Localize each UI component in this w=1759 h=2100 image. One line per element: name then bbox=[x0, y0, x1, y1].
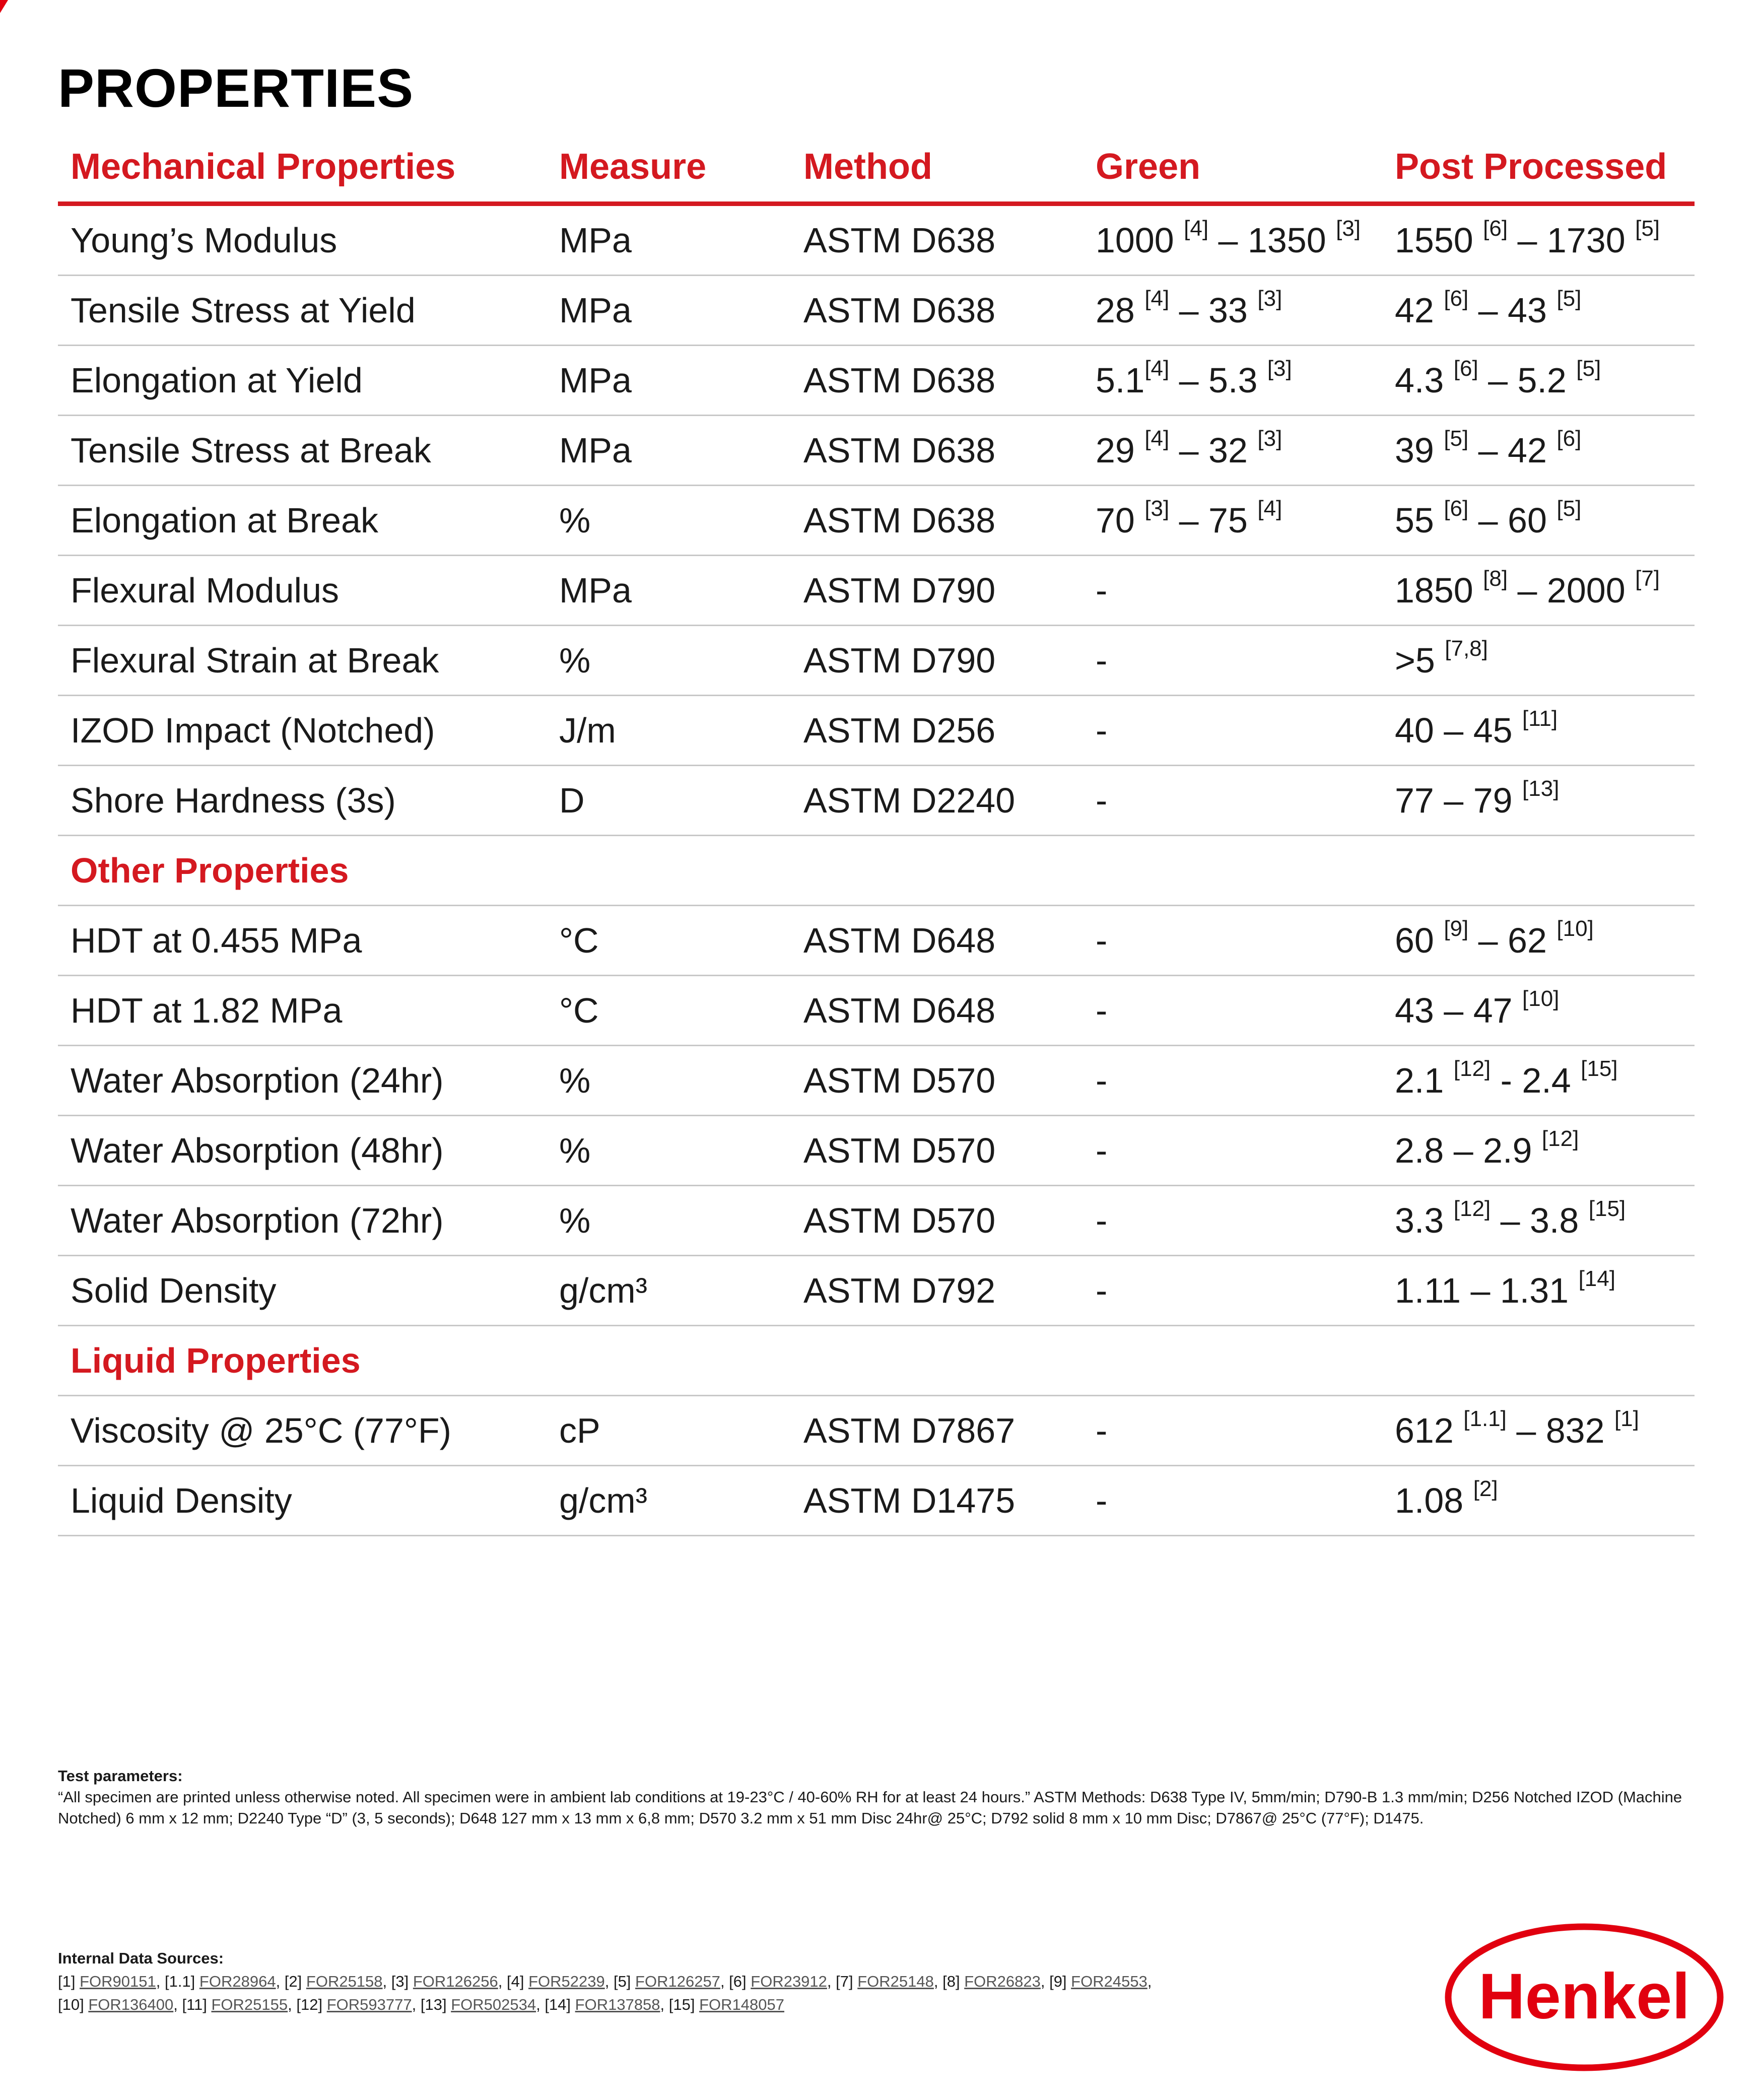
value-text: 70 bbox=[1096, 501, 1145, 540]
reference-marker: [4] bbox=[1184, 216, 1209, 241]
cell-name: Shore Hardness (3s) bbox=[58, 766, 547, 836]
value-text: 1000 bbox=[1096, 221, 1184, 260]
table-row bbox=[58, 626, 1695, 696]
source-link[interactable]: FOR26823 bbox=[964, 1973, 1041, 1990]
cell-post-processed bbox=[1382, 696, 1695, 766]
value-text: – 5.2 bbox=[1478, 361, 1577, 400]
reference-marker: [3] bbox=[1336, 216, 1361, 241]
table-row bbox=[58, 1046, 1695, 1116]
table-row bbox=[58, 204, 1695, 276]
cell-measure: D bbox=[547, 766, 791, 836]
value-text: – 5.3 bbox=[1169, 361, 1267, 400]
cell-name: Elongation at Break bbox=[58, 486, 547, 556]
section-heading-row bbox=[58, 836, 1695, 906]
source-link[interactable]: FOR52239 bbox=[528, 1973, 605, 1990]
source-ref: [11] bbox=[182, 1996, 207, 2013]
table-row bbox=[58, 976, 1695, 1046]
table-header-row bbox=[58, 132, 1695, 204]
header-measure: Measure bbox=[547, 132, 791, 204]
reference-marker: [15] bbox=[1581, 1056, 1618, 1081]
cell-green bbox=[1083, 416, 1382, 486]
cell-method: ASTM D256 bbox=[791, 696, 1083, 766]
cell-green bbox=[1083, 1186, 1382, 1256]
cell-measure: MPa bbox=[547, 556, 791, 626]
cell-green bbox=[1083, 1396, 1382, 1466]
reference-marker: [12] bbox=[1541, 1126, 1579, 1151]
cell-name: Liquid Density bbox=[58, 1466, 547, 1536]
cell-measure: °C bbox=[547, 976, 791, 1046]
source-ref: [14] bbox=[545, 1996, 571, 2013]
cell-post-processed bbox=[1382, 1046, 1695, 1116]
value-text: - bbox=[1096, 1201, 1108, 1240]
reference-marker: [6] bbox=[1453, 356, 1478, 381]
cell-green bbox=[1083, 626, 1382, 696]
source-link[interactable]: FOR25155 bbox=[211, 1996, 288, 2013]
header-post-processed: Post Processed bbox=[1382, 132, 1695, 204]
reference-marker: [14] bbox=[1578, 1266, 1615, 1291]
table-row bbox=[58, 1466, 1695, 1536]
cell-post-processed bbox=[1382, 766, 1695, 836]
reference-marker: [4] bbox=[1257, 496, 1282, 521]
source-link[interactable]: FOR148057 bbox=[699, 1996, 785, 2013]
value-text: 40 – 45 bbox=[1395, 711, 1522, 750]
value-text: - bbox=[1096, 641, 1108, 680]
reference-marker: [3] bbox=[1257, 286, 1282, 311]
table-row bbox=[58, 766, 1695, 836]
value-text: – 3.8 bbox=[1491, 1201, 1589, 1240]
reference-marker: [5] bbox=[1557, 496, 1582, 521]
page-title: PROPERTIES bbox=[58, 57, 414, 118]
source-link[interactable]: FOR593777 bbox=[326, 1996, 412, 2013]
cell-method: ASTM D648 bbox=[791, 976, 1083, 1046]
table-row bbox=[58, 276, 1695, 346]
value-text: – 43 bbox=[1468, 291, 1557, 330]
cell-name: Water Absorption (24hr) bbox=[58, 1046, 547, 1116]
cell-method: ASTM D638 bbox=[791, 486, 1083, 556]
table-row bbox=[58, 1186, 1695, 1256]
cell-measure: % bbox=[547, 1046, 791, 1116]
source-ref: [10] bbox=[58, 1996, 84, 2013]
value-text: - 2.4 bbox=[1491, 1061, 1581, 1100]
table-row bbox=[58, 346, 1695, 416]
cell-name: HDT at 0.455 MPa bbox=[58, 906, 547, 976]
corner-accent bbox=[0, 0, 8, 13]
table-row bbox=[58, 1396, 1695, 1466]
cell-post-processed bbox=[1382, 1396, 1695, 1466]
value-text: – 32 bbox=[1169, 431, 1258, 470]
cell-method: ASTM D638 bbox=[791, 204, 1083, 276]
value-text: 1.11 – 1.31 bbox=[1395, 1271, 1579, 1310]
cell-post-processed bbox=[1382, 486, 1695, 556]
cell-measure: % bbox=[547, 1186, 791, 1256]
cell-name: HDT at 1.82 MPa bbox=[58, 976, 547, 1046]
value-text: - bbox=[1096, 921, 1108, 960]
source-ref: [9] bbox=[1049, 1973, 1067, 1990]
cell-method: ASTM D790 bbox=[791, 626, 1083, 696]
reference-marker: [5] bbox=[1635, 216, 1660, 241]
source-ref: [4] bbox=[506, 1973, 524, 1990]
cell-name: Tensile Stress at Yield bbox=[58, 276, 547, 346]
source-ref: [3] bbox=[391, 1973, 409, 1990]
properties-table bbox=[58, 132, 1695, 1536]
reference-marker: [7] bbox=[1635, 566, 1660, 591]
section-heading: Liquid Properties bbox=[58, 1326, 1695, 1396]
reference-marker: [5] bbox=[1444, 426, 1469, 451]
sources-title: Internal Data Sources: bbox=[58, 1949, 224, 1967]
value-text: 43 – 47 bbox=[1395, 991, 1522, 1030]
value-text: - bbox=[1096, 991, 1108, 1030]
cell-post-processed bbox=[1382, 1116, 1695, 1186]
cell-method: ASTM D2240 bbox=[791, 766, 1083, 836]
value-text: - bbox=[1096, 711, 1108, 750]
source-link[interactable]: FOR502534 bbox=[451, 1996, 536, 2013]
source-ref: [7] bbox=[836, 1973, 853, 1990]
source-link[interactable]: FOR126256 bbox=[413, 1973, 498, 1990]
value-text: 60 bbox=[1395, 921, 1444, 960]
reference-marker: [10] bbox=[1522, 986, 1560, 1011]
reference-marker: [3] bbox=[1267, 356, 1292, 381]
value-text: 3.3 bbox=[1395, 1201, 1454, 1240]
value-text: - bbox=[1096, 1481, 1108, 1520]
value-text: – 1350 bbox=[1208, 221, 1336, 260]
cell-measure: % bbox=[547, 486, 791, 556]
cell-measure: MPa bbox=[547, 276, 791, 346]
sources-list: [1] FOR90151, [1.1] FOR28964, [2] FOR25158, [3] FOR126256, [4] FOR52239, [5] FOR126257, [6] FOR23912, [7] FOR25148, [8] FOR26823, [9] FOR24553, [10] FOR136400, [11] FOR25155, [12] FOR593777, [13] FOR502534, [14] FOR137858, [15] FOR148057 bbox=[58, 1973, 1152, 2013]
value-text: 2.1 bbox=[1395, 1061, 1454, 1100]
section-heading-row bbox=[58, 1326, 1695, 1396]
value-text: – 33 bbox=[1169, 291, 1258, 330]
cell-green bbox=[1083, 276, 1382, 346]
cell-method: ASTM D638 bbox=[791, 416, 1083, 486]
reference-marker: [6] bbox=[1557, 426, 1582, 451]
cell-green bbox=[1083, 1116, 1382, 1186]
cell-name: Tensile Stress at Break bbox=[58, 416, 547, 486]
reference-marker: [3] bbox=[1144, 496, 1170, 521]
cell-method: ASTM D638 bbox=[791, 346, 1083, 416]
cell-method: ASTM D1475 bbox=[791, 1466, 1083, 1536]
source-link[interactable]: FOR28964 bbox=[199, 1973, 276, 1990]
source-link[interactable]: FOR126257 bbox=[635, 1973, 720, 1990]
header-method: Method bbox=[791, 132, 1083, 204]
value-text: 5.1 bbox=[1096, 361, 1145, 400]
cell-post-processed bbox=[1382, 906, 1695, 976]
cell-method: ASTM D570 bbox=[791, 1046, 1083, 1116]
cell-measure: J/m bbox=[547, 696, 791, 766]
cell-green bbox=[1083, 556, 1382, 626]
cell-post-processed bbox=[1382, 626, 1695, 696]
value-text: 55 bbox=[1395, 501, 1444, 540]
cell-green bbox=[1083, 906, 1382, 976]
cell-method: ASTM D638 bbox=[791, 276, 1083, 346]
source-ref: [2] bbox=[284, 1973, 302, 1990]
value-text: - bbox=[1096, 1061, 1108, 1100]
value-text: – 2000 bbox=[1508, 571, 1636, 610]
source-ref: [5] bbox=[613, 1973, 631, 1990]
value-text: - bbox=[1096, 781, 1108, 820]
reference-marker: [13] bbox=[1522, 776, 1560, 801]
cell-method: ASTM D792 bbox=[791, 1256, 1083, 1326]
source-ref: [12] bbox=[296, 1996, 323, 2013]
value-text: – 75 bbox=[1169, 501, 1258, 540]
reference-marker: [4] bbox=[1144, 426, 1170, 451]
source-ref: [6] bbox=[729, 1973, 747, 1990]
reference-marker: [4] bbox=[1144, 286, 1170, 311]
cell-post-processed bbox=[1382, 1466, 1695, 1536]
value-text: – 832 bbox=[1506, 1411, 1614, 1450]
value-text: - bbox=[1096, 1271, 1108, 1310]
cell-green bbox=[1083, 1256, 1382, 1326]
source-link[interactable]: FOR23912 bbox=[751, 1973, 827, 1990]
test-parameters bbox=[58, 1766, 1735, 1829]
cell-measure: MPa bbox=[547, 416, 791, 486]
value-text: 1550 bbox=[1395, 221, 1483, 260]
reference-marker: [12] bbox=[1453, 1196, 1491, 1221]
value-text: – 62 bbox=[1468, 921, 1557, 960]
value-text: 4.3 bbox=[1395, 361, 1454, 400]
cell-name: Solid Density bbox=[58, 1256, 547, 1326]
source-link[interactable]: FOR24553 bbox=[1071, 1973, 1147, 1990]
source-ref: [8] bbox=[942, 1973, 960, 1990]
source-ref: [1] bbox=[58, 1973, 76, 1990]
reference-marker: [12] bbox=[1453, 1056, 1491, 1081]
value-text: - bbox=[1096, 1411, 1108, 1450]
value-text: 612 bbox=[1395, 1411, 1464, 1450]
cell-post-processed bbox=[1382, 346, 1695, 416]
cell-measure: g/cm³ bbox=[547, 1466, 791, 1536]
henkel-logo bbox=[1443, 1922, 1725, 2073]
value-text: 1.08 bbox=[1395, 1481, 1473, 1520]
reference-marker: [10] bbox=[1557, 916, 1594, 941]
source-ref: [15] bbox=[668, 1996, 695, 2013]
reference-marker: [15] bbox=[1588, 1196, 1626, 1221]
cell-measure: °C bbox=[547, 906, 791, 976]
reference-marker: [3] bbox=[1257, 426, 1282, 451]
cell-method: ASTM D7867 bbox=[791, 1396, 1083, 1466]
table-row bbox=[58, 486, 1695, 556]
table-body bbox=[58, 204, 1695, 1536]
reference-marker: [7,8] bbox=[1445, 636, 1488, 661]
cell-green bbox=[1083, 696, 1382, 766]
cell-method: ASTM D790 bbox=[791, 556, 1083, 626]
cell-measure: MPa bbox=[547, 346, 791, 416]
table-row bbox=[58, 1116, 1695, 1186]
reference-marker: [1] bbox=[1614, 1406, 1639, 1431]
table-row bbox=[58, 906, 1695, 976]
cell-name: Elongation at Yield bbox=[58, 346, 547, 416]
value-text: 29 bbox=[1096, 431, 1145, 470]
cell-green bbox=[1083, 204, 1382, 276]
reference-marker: [4] bbox=[1144, 356, 1170, 381]
test-parameters-text: “All specimen are printed unless otherwise noted. All specimen were in ambient lab conditions at 19-23°C / 40-60% RH for at least 24 hours.” ASTM Methods: D638 Type IV, 5mm/min; D790-B 1.3 mm/min; D256 Notched IZOD (Machine Notched) 6 mm x 12 mm; D2240 Type “D” (3, 5 seconds); D648 127 mm x 13 mm x 6,8 mm; D570 3.2 mm x 51 mm Disc 24hr@ 25°C; D792 solid 8 mm x 10 mm Disc; D7867@ 25°C (77°F); D1475. bbox=[58, 1788, 1682, 1827]
source-link[interactable]: FOR137858 bbox=[575, 1996, 660, 2013]
source-link[interactable]: FOR25148 bbox=[857, 1973, 934, 1990]
table-row bbox=[58, 1256, 1695, 1326]
source-link[interactable]: FOR136400 bbox=[88, 1996, 174, 2013]
cell-measure: g/cm³ bbox=[547, 1256, 791, 1326]
source-link[interactable]: FOR90151 bbox=[80, 1973, 156, 1990]
table-row bbox=[58, 696, 1695, 766]
cell-name: Young’s Modulus bbox=[58, 204, 547, 276]
value-text: 42 bbox=[1395, 291, 1444, 330]
source-ref: [1.1] bbox=[164, 1973, 195, 1990]
cell-name: Flexural Modulus bbox=[58, 556, 547, 626]
value-text: 28 bbox=[1096, 291, 1145, 330]
value-text: 39 bbox=[1395, 431, 1444, 470]
reference-marker: [6] bbox=[1444, 286, 1469, 311]
reference-marker: [9] bbox=[1444, 916, 1469, 941]
test-parameters-title: Test parameters: bbox=[58, 1767, 183, 1785]
cell-name: Flexural Strain at Break bbox=[58, 626, 547, 696]
internal-data-sources bbox=[58, 1947, 1317, 2016]
table-row bbox=[58, 556, 1695, 626]
reference-marker: [1.1] bbox=[1463, 1406, 1507, 1431]
value-text: 1850 bbox=[1395, 571, 1483, 610]
source-link[interactable]: FOR25158 bbox=[306, 1973, 383, 1990]
cell-green bbox=[1083, 976, 1382, 1046]
cell-green bbox=[1083, 1046, 1382, 1116]
cell-method: ASTM D570 bbox=[791, 1186, 1083, 1256]
cell-green bbox=[1083, 346, 1382, 416]
cell-post-processed bbox=[1382, 416, 1695, 486]
section-heading: Other Properties bbox=[58, 836, 1695, 906]
cell-post-processed bbox=[1382, 276, 1695, 346]
cell-measure: cP bbox=[547, 1396, 791, 1466]
value-text: >5 bbox=[1395, 641, 1445, 680]
reference-marker: [6] bbox=[1444, 496, 1469, 521]
source-ref: [13] bbox=[420, 1996, 447, 2013]
cell-post-processed bbox=[1382, 556, 1695, 626]
cell-post-processed bbox=[1382, 1256, 1695, 1326]
cell-measure: % bbox=[547, 626, 791, 696]
value-text: – 42 bbox=[1468, 431, 1557, 470]
value-text: – 60 bbox=[1468, 501, 1557, 540]
cell-name: Water Absorption (72hr) bbox=[58, 1186, 547, 1256]
header-property: Mechanical Properties bbox=[58, 132, 547, 204]
header-green: Green bbox=[1083, 132, 1382, 204]
cell-green bbox=[1083, 1466, 1382, 1536]
cell-name: Water Absorption (48hr) bbox=[58, 1116, 547, 1186]
reference-marker: [2] bbox=[1473, 1476, 1498, 1501]
cell-measure: MPa bbox=[547, 204, 791, 276]
table-row bbox=[58, 416, 1695, 486]
value-text: - bbox=[1096, 1131, 1108, 1170]
cell-method: ASTM D648 bbox=[791, 906, 1083, 976]
cell-measure: % bbox=[547, 1116, 791, 1186]
reference-marker: [11] bbox=[1522, 706, 1558, 731]
reference-marker: [5] bbox=[1557, 286, 1582, 311]
reference-marker: [5] bbox=[1576, 356, 1601, 381]
value-text: 2.8 – 2.9 bbox=[1395, 1131, 1542, 1170]
cell-post-processed bbox=[1382, 204, 1695, 276]
cell-name: Viscosity @ 25°C (77°F) bbox=[58, 1396, 547, 1466]
value-text: - bbox=[1096, 571, 1108, 610]
cell-method: ASTM D570 bbox=[791, 1116, 1083, 1186]
cell-green bbox=[1083, 486, 1382, 556]
value-text: 77 – 79 bbox=[1395, 781, 1522, 820]
cell-post-processed bbox=[1382, 1186, 1695, 1256]
cell-post-processed bbox=[1382, 976, 1695, 1046]
henkel-logo-wordmark: Henkel bbox=[1478, 1960, 1690, 2033]
value-text: – 1730 bbox=[1508, 221, 1636, 260]
cell-green bbox=[1083, 766, 1382, 836]
cell-name: IZOD Impact (Notched) bbox=[58, 696, 547, 766]
reference-marker: [6] bbox=[1483, 216, 1508, 241]
reference-marker: [8] bbox=[1483, 566, 1508, 591]
